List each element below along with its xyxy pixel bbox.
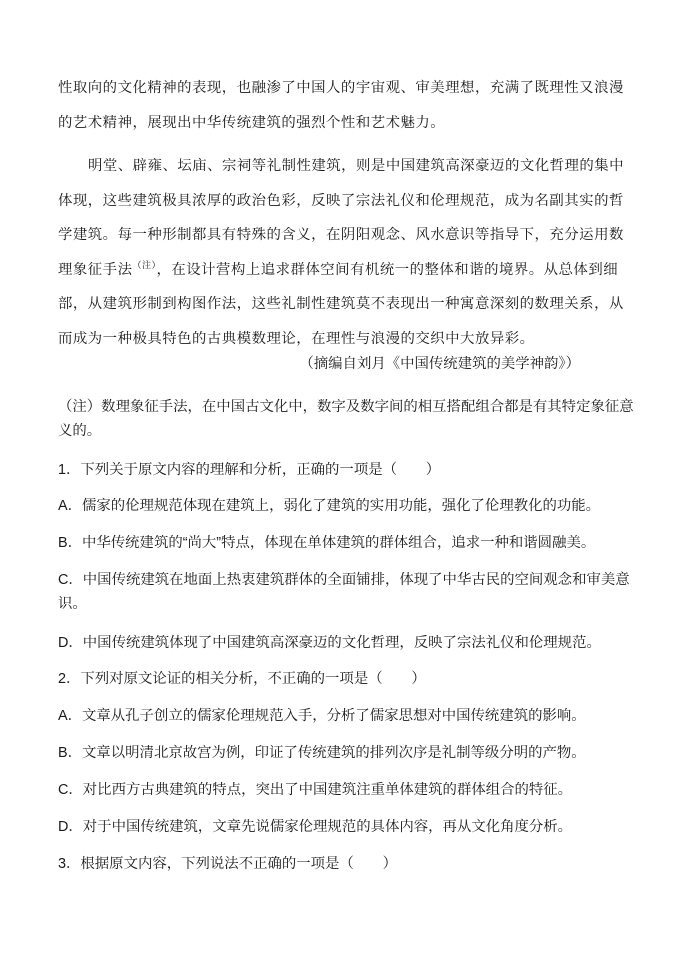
passage-paragraph-1: 性取向的文化精神的表现，也融渗了中国人的宇宙观、审美理想，充满了既理性又浪漫的艺术精神，展现出中华传统建筑的强烈个性和艺术魅力。 bbox=[58, 80, 624, 131]
passage-paragraph-2-part-1: 明堂、辟雍、坛庙、宗祠等礼制性建筑，则是中国建筑高深豪迈的文化哲理的集中体现，这些建筑极具浓厚的政治色彩，反映了宗法礼仪和伦理规范，成为名副其实的哲学建筑。每一种形制都具有特殊的含义，在阴阳观念、风水意识等指导下，充分运用数理象征手法 bbox=[58, 158, 625, 278]
question-2-option-a[interactable]: A．文章从孔子创立的儒家伦理规范入手，分析了儒家思想对中国传统建筑的影响。 bbox=[58, 708, 586, 724]
question-1-option-b[interactable]: B．中华传统建筑的“尚大”特点，体现在单体建筑的群体组合，追求一种和谐圆融美。 bbox=[58, 535, 596, 551]
question-1-option-a[interactable]: A．儒家的伦理规范体现在建筑上，弱化了建筑的实用功能，强化了伦理教化的功能。 bbox=[58, 498, 601, 514]
question-2-option-b[interactable]: B．文章以明清北京故宫为例，印证了传统建筑的排列次序是礼制等级分明的产物。 bbox=[58, 745, 586, 761]
footnote-marker: （注） bbox=[132, 260, 157, 271]
question-2-stem: 2．下列对原文论证的相关分析，不正确的一项是（ ） bbox=[58, 671, 426, 687]
question-1-option-d[interactable]: D．中国传统建筑体现了中国建筑高深豪迈的文化哲理，反映了宗法礼仪和伦理规范。 bbox=[58, 635, 601, 651]
source-attribution: （摘编自刘月《中国传统建筑的美学神韵》） bbox=[299, 356, 580, 372]
footnote: （注）数理象征手法，在中国古文化中，数字及数字间的相互搭配组合都是有其特定象征意义的。 bbox=[58, 399, 634, 439]
question-2-option-c[interactable]: C．对比西方古典建筑的特点，突出了中国建筑注重单体建筑的群体组合的特征。 bbox=[58, 782, 573, 798]
question-3-stem: 3．根据原文内容，下列说法不正确的一项是（ ） bbox=[58, 856, 397, 872]
question-2-option-d[interactable]: D．对于中国传统建筑，文章先说儒家伦理规范的具体内容，再从文化角度分析。 bbox=[58, 819, 573, 835]
passage-paragraph-2 bbox=[58, 149, 630, 356]
question-1-option-c[interactable]: C．中国传统建筑在地面上热衷建筑群体的全面铺排，体现了中华古民的空间观念和审美意识。 bbox=[58, 572, 630, 612]
question-1-stem: 1．下列关于原文内容的理解和分析，正确的一项是（ ） bbox=[58, 462, 441, 478]
passage-paragraph-2-part-2: ，在设计营构上追求群体空间有机统一的整体和谐的境界。从总体到细部，从建筑形制到构图作法，这些礼制性建筑莫不表现出一种寓意深刻的数理关系，从而成为一种极具特色的古典模数理论，在理性与浪漫的交织中大放异彩。 bbox=[58, 261, 624, 347]
